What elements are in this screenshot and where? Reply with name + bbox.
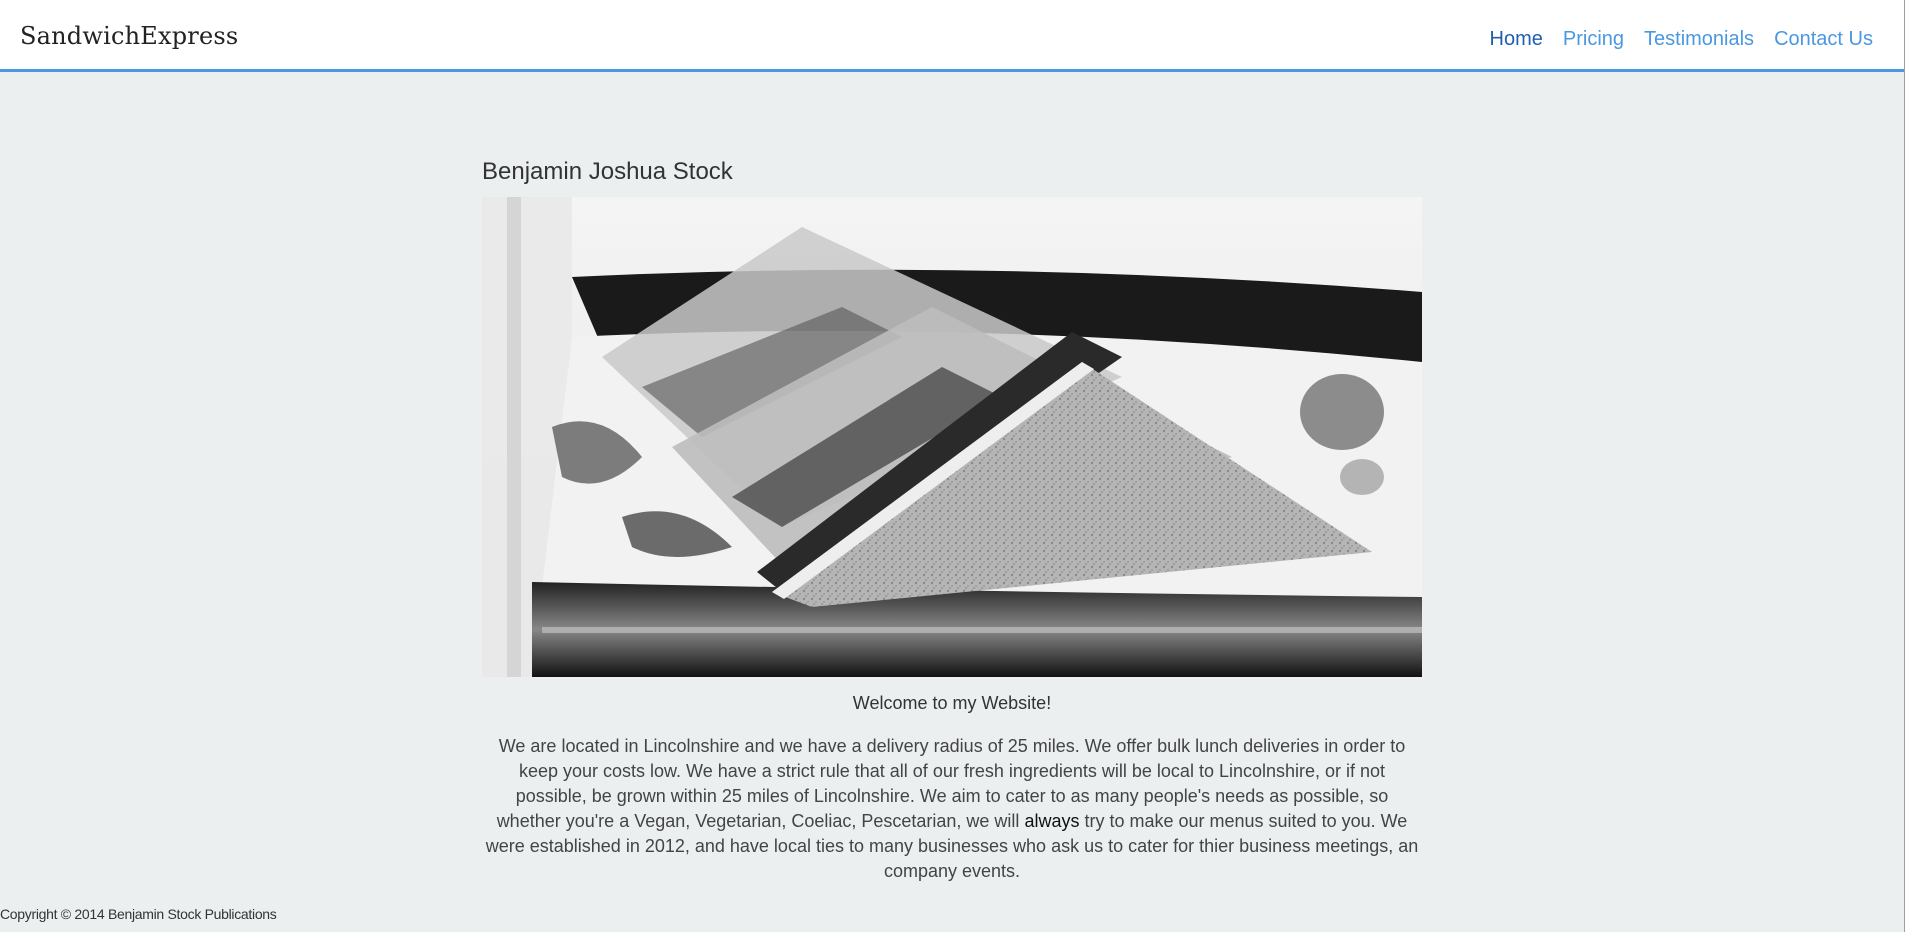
brand-logo[interactable]: SandwichExpress [20,22,239,50]
garnish-leaf-right [1300,374,1384,450]
welcome-heading: Welcome to my Website! [852,693,1052,713]
intro-text-end: try to make our menus suited to you. We were established in 2012, and have local ties to many businesses who ask us to cater for thier business meetings, an company events. [485,811,1419,881]
nav-contact-us[interactable]: Contact Us [1774,28,1873,50]
main-content [482,155,1422,902]
footer-copyright: Copyright © 2014 Benjamin Stock Publications [0,906,277,922]
site-header [0,0,1905,72]
garnish-leaf-right-small [1340,459,1384,495]
page-title: Benjamin Joshua Stock [482,158,733,185]
nav-pricing[interactable]: Pricing [1562,28,1625,50]
intro-emphasis: always [1024,811,1080,831]
intro-text-start: We are located in Lincolnshire and we have a delivery radius of 25 miles. We offer bulk lunch deliveries in order to keep your costs low. We have a strict rule that all of our fresh ingredients will be local to Lincolnshire, or if not possible, be grown within 25 miles of Lincolnshire. We aim to cater to as many people's needs as possible, so whether you're a Vegan, Vegetarian, Coeliac, Pescetarian, we will [496,736,1406,831]
nav-home[interactable]: Home [1489,28,1543,50]
photo-glass-edge [507,197,521,677]
sandwich-hero-image [482,197,1422,677]
main-nav [1490,28,1873,51]
intro-paragraph [482,734,1422,884]
nav-testimonials[interactable]: Testimonials [1644,28,1755,50]
plate-front-shine [542,627,1422,633]
